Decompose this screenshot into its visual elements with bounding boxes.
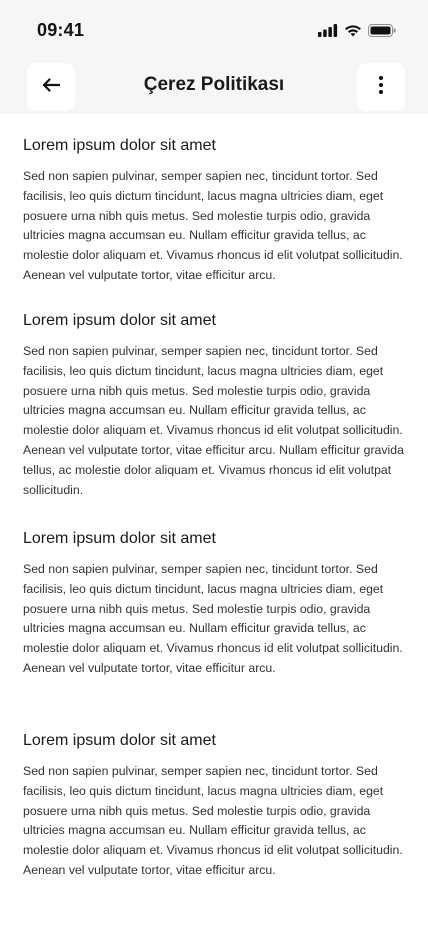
more-vertical-icon [379, 76, 383, 99]
section-body: Sed non sapien pulvinar, semper sapien nec, tincidunt tortor. Sed facilisis, leo quis dictum tincidunt, lacus magna ultricies diam, eget posuere urna nibh quis metus. Sed molestie turpis odio, gravida ultricies magna accumsan eu. Nullam efficitur gravida tellus, ac molestie dolor aliquam et. Vivamus rhoncus id elit volutpat sollicitudin. Aenean vel vulputate tortor, vitae efficitur arcu. [23, 169, 403, 282]
page-title: Çerez Politikası [143, 74, 285, 95]
policy-content[interactable] [0, 114, 428, 926]
policy-section [23, 309, 408, 500]
battery-icon [368, 24, 396, 37]
status-time: 09:41 [37, 19, 85, 40]
policy-section [23, 729, 408, 881]
section-heading: Lorem ipsum dolor sit amet [23, 137, 216, 154]
policy-section [23, 134, 408, 286]
section-heading: Lorem ipsum dolor sit amet [23, 732, 216, 749]
section-body: Sed non sapien pulvinar, semper sapien nec, tincidunt tortor. Sed facilisis, leo quis dictum tincidunt, lacus magna ultricies diam, eget posuere urna nibh quis metus. Sed molestie turpis odio, gravida ultricies magna accumsan eu. Nullam efficitur gravida tellus, ac molestie dolor aliquam et. Vivamus rhoncus id elit volutpat sollicitudin. Aenean vel vulputate tortor, vitae efficitur arcu. [23, 764, 403, 877]
section-heading: Lorem ipsum dolor sit amet [23, 530, 216, 547]
arrow-left-icon [42, 78, 60, 97]
signal-icon [318, 24, 338, 37]
header [0, 60, 428, 114]
section-heading: Lorem ipsum dolor sit amet [23, 312, 216, 329]
status-icons [318, 24, 396, 37]
section-body: Sed non sapien pulvinar, semper sapien nec, tincidunt tortor. Sed facilisis, leo quis dictum tincidunt, lacus magna ultricies diam, eget posuere urna nibh quis metus. Sed molestie turpis odio, gravida ultricies magna accumsan eu. Nullam efficitur gravida tellus, ac molestie dolor aliquam et. Vivamus rhoncus id elit volutpat sollicitudin. Aenean vel vulputate tortor, vitae efficitur arcu. Nullam efficitur gravida tellus, ac molestie dolor aliquam et. Vivamus rhoncus id elit volutpat sollicitudin. [23, 344, 404, 497]
status-bar [0, 0, 428, 60]
back-button[interactable] [27, 63, 75, 111]
wifi-icon [344, 24, 362, 37]
section-body: Sed non sapien pulvinar, semper sapien nec, tincidunt tortor. Sed facilisis, leo quis dictum tincidunt, lacus magna ultricies diam, eget posuere urna nibh quis metus. Sed molestie turpis odio, gravida ultricies magna accumsan eu. Nullam efficitur gravida tellus, ac molestie dolor aliquam et. Vivamus rhoncus id elit volutpat sollicitudin. Aenean vel vulputate tortor, vitae efficitur arcu. [23, 562, 403, 675]
policy-section [23, 527, 408, 679]
more-options-button[interactable] [357, 63, 405, 111]
